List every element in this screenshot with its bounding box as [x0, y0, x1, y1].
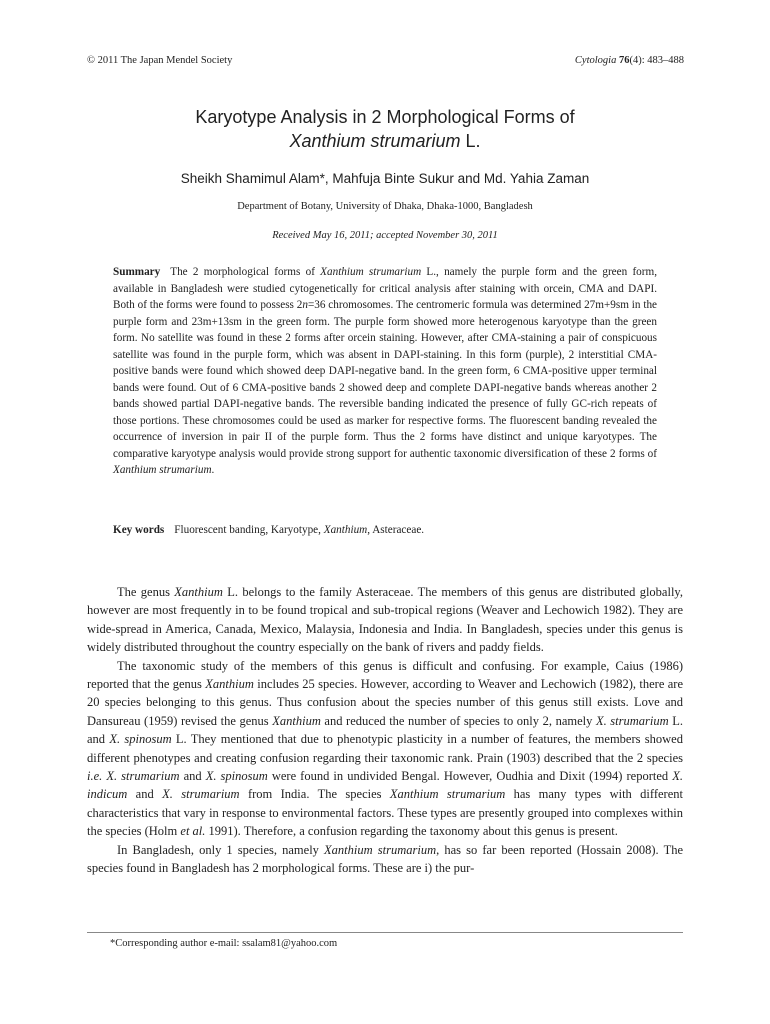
paper-title: [0, 105, 770, 153]
copyright-line: © 2011 The Japan Mendel Society: [87, 55, 233, 66]
journal-issue-pages: (4): 483–488: [629, 55, 684, 66]
body-text: [87, 583, 683, 878]
title-line-1: Karyotype Analysis in 2 Morphological Forms of: [195, 107, 575, 127]
title-species: Xanthium strumarium: [289, 131, 461, 151]
title-line-2: Xanthium strumarium L.: [289, 131, 481, 151]
body-paragraph-1: The genus Xanthium L. belongs to the family Asteraceae. The members of this genus are distributed globally, however are most frequently in to be found tropical and sub-tropical regions (Weaver and Lechowich 1982). They are wide-spread in America, Canada, Mexico, Malaysia, Indonesia and India. In Bangladesh, species under this genus is widely distributed throughout the country especially on the bank of rivers and paddy fields.: [87, 585, 683, 655]
summary: Summary The 2 morphological forms of Xanthium strumarium L., namely the purple form and the green form, available in Bangladesh were studied cytogenetically for critical analysis after staining with orcein, CMA and DAPI. Both of the forms were found to possess 2n=36 chromosomes. The centromeric formula was determined 27m+9sm in the purple form and 23m+13sm in the green form. The purple form showed more heterogenous karyotype than the green form. No satellite was found in these 2 forms after orcein staining. However, after CMA-staining a pair of conspicuous satellite was found in the purple form, which was absent in DAPI-staining. In this form (purple), 2 interstitial CMA-positive bands were found which showed deep DAPI-negative band. In the green form, 6 CMA-positive upper terminal bands were found. Out of 6 CMA-positive bands 2 showed deep and complete DAPI-negative bands whereas another 2 bands showed partial DAPI-negative bands. The reversible banding indicated the presence of fully GC-rich repeats of those portions. These chromosomes could be used as marker for respective forms. The fluorescent banding revealed the occurrence of inversion in pair II of the purple form. Thus the 2 forms have distinct and unique karyotypes. The comparative karyotype analysis would provide strong support for authentic taxonomic diversification of these 2 forms of Xanthium strumarium.: [113, 266, 658, 476]
affiliation: Department of Botany, University of Dhaka, Dhaka-1000, Bangladesh: [237, 201, 533, 212]
received-dates: Received May 16, 2011; accepted November 30, 2011: [272, 230, 498, 241]
journal-name: Cytologia: [574, 55, 617, 66]
keywords-label: Key words: [113, 524, 165, 536]
footnote-divider: [87, 932, 683, 933]
journal-volume: 76: [618, 55, 630, 66]
summary-label: Summary: [113, 266, 161, 278]
body-paragraph-2: The taxonomic study of the members of this genus is difficult and confusing. For example, Caius (1986) reported that the genus Xanthium includes 25 species. However, according to Weaver and Lechowich (1982), there are 20 species belonging to this genus. Thus confusion about the species number of this genus still exists. Love and Dansureau (1959) revised the genus Xanthium and reduced the number of species to only 2, namely X. strumarium L. and X. spinosum L. They mentioned that due to phenotypic plasticity in a number of features, the members showed different phenotypes and creating confusion regarding their taxonomic rank. Prain (1903) described that the 2 species i.e. X. strumarium and X. spinosum were found in undivided Bengal. However, Oudhia and Dixit (1994) reported X. indicum and X. strumarium from India. The species Xanthium strumarium has many types with different characteristics that vary in response to environmental factors. These types are presently grouped into complexes within the species (Holm et al. 1991). Therefore, a confusion regarding the taxonomy about this genus is present.: [87, 658, 684, 839]
authors: Sheikh Shamimul Alam*, Mahfuja Binte Sukur and Md. Yahia Zaman: [180, 171, 590, 186]
body-paragraph-3: In Bangladesh, only 1 species, namely Xanthium strumarium, has so far been reported (Hossain 2008). The species found in Bangladesh has 2 morphological forms. These are i) the pur-: [87, 842, 684, 876]
corresponding-author-footnote: *Corresponding author e-mail: ssalam81@yahoo.com: [110, 938, 338, 949]
journal-citation: [575, 55, 684, 66]
keywords: Key words Fluorescent banding, Karyotype, Xanthium, Asteraceae.: [113, 524, 425, 536]
